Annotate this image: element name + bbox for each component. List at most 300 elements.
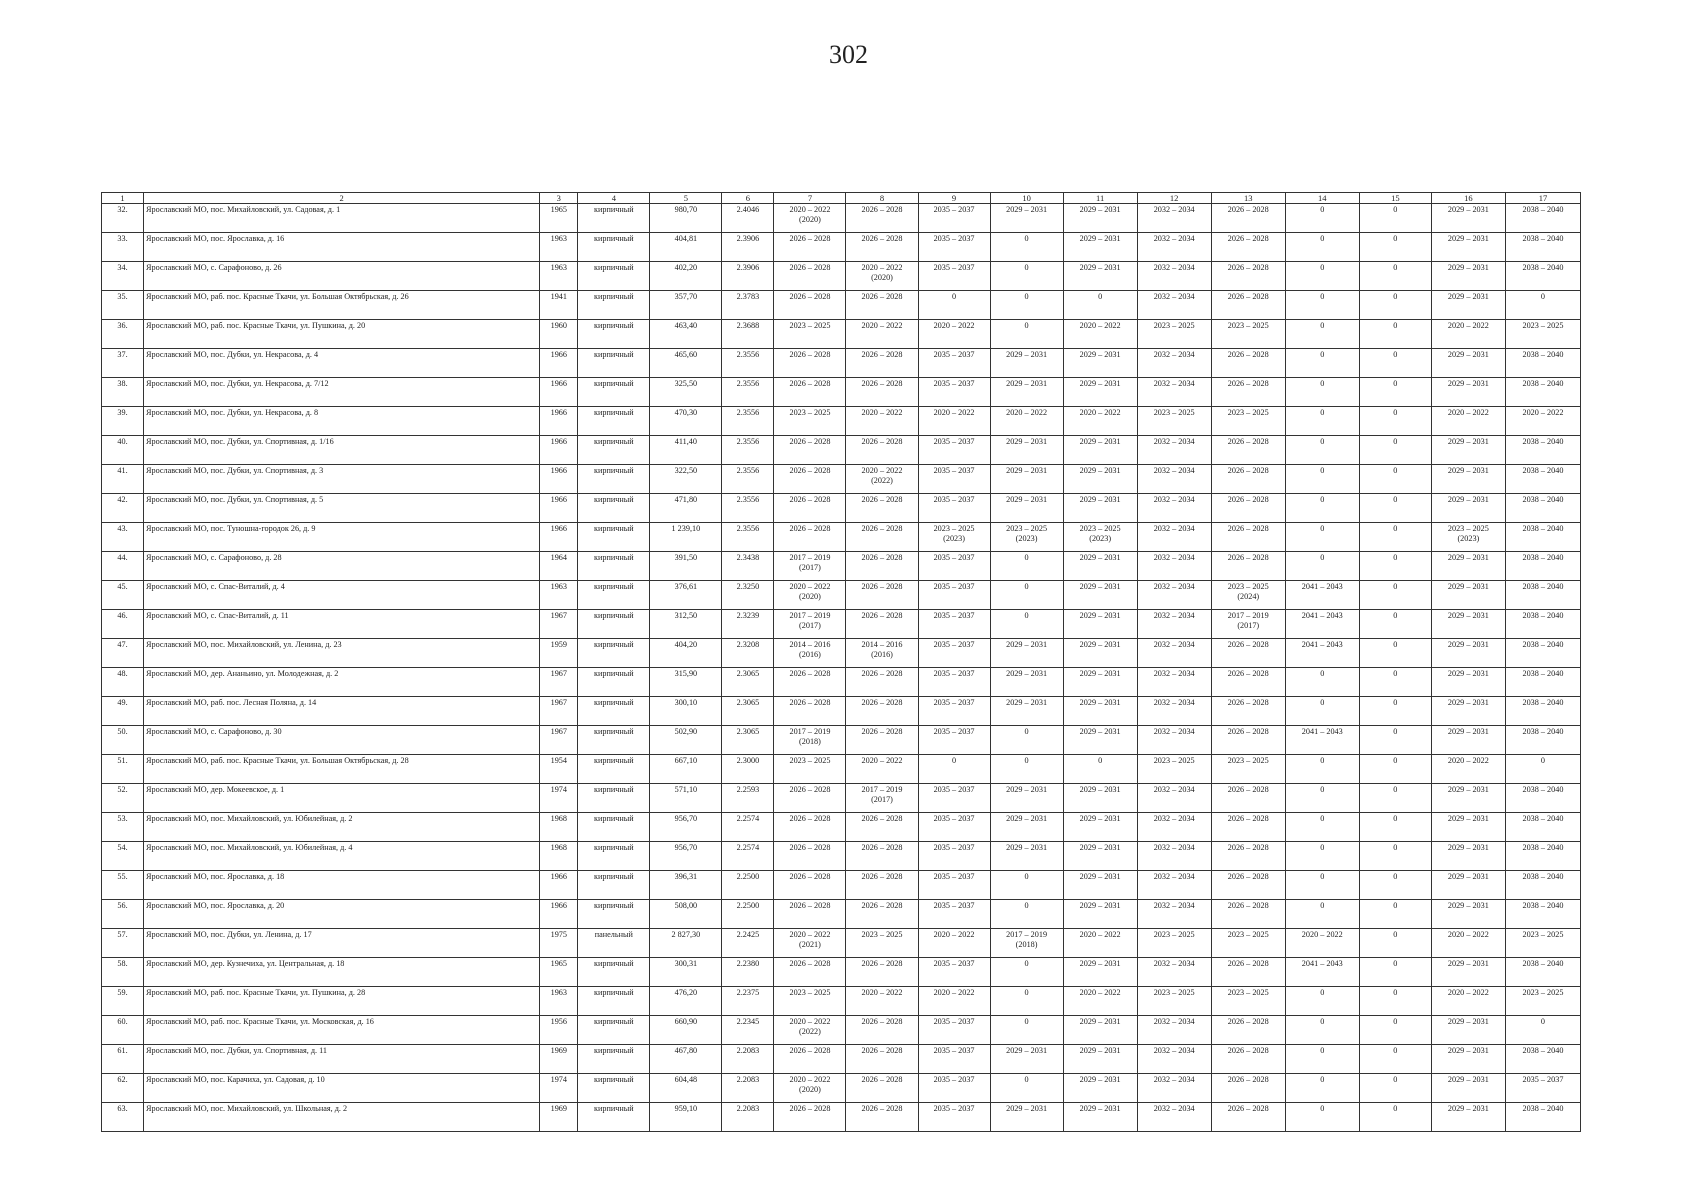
table-cell: 2029 – 2031 (1431, 204, 1505, 233)
table-cell: 1969 (540, 1045, 578, 1074)
table-cell: 0 (918, 755, 990, 784)
table-cell: 470,30 (650, 407, 722, 436)
table-cell: 1966 (540, 465, 578, 494)
table-cell: 0 (1359, 813, 1431, 842)
table-cell: 2032 – 2034 (1137, 900, 1211, 929)
table-cell: 1965 (540, 204, 578, 233)
table-cell: 980,70 (650, 204, 722, 233)
table-cell: 2029 – 2031 (1063, 784, 1137, 813)
table-cell: 2017 – 2019 (2017) (774, 610, 846, 639)
table-cell: 2029 – 2031 (1431, 1074, 1505, 1103)
table-cell: 2026 – 2028 (846, 813, 918, 842)
address-cell: Ярославский МО, дер. Кузнечиха, ул. Центральная, д. 18 (144, 958, 540, 987)
row-number-cell: 44. (102, 552, 144, 581)
table-cell: кирпичный (578, 871, 650, 900)
table-cell: 476,20 (650, 987, 722, 1016)
table-cell: 2038 – 2040 (1505, 726, 1580, 755)
table-cell: 0 (1505, 755, 1580, 784)
table-cell: 2026 – 2028 (1211, 436, 1285, 465)
table-cell: 2041 – 2043 (1285, 958, 1359, 987)
table-cell: 2.3688 (722, 320, 774, 349)
table-cell: 0 (1359, 639, 1431, 668)
table-cell: 956,70 (650, 842, 722, 871)
table-cell: 2020 – 2022 (1063, 929, 1137, 958)
table-row (102, 610, 1581, 639)
table-cell: 2032 – 2034 (1137, 871, 1211, 900)
table-cell: 2035 – 2037 (918, 1045, 990, 1074)
table-cell: 2020 – 2022 (846, 320, 918, 349)
table-cell: 2038 – 2040 (1505, 262, 1580, 291)
table-cell: 2020 – 2022 (2020) (774, 581, 846, 610)
table-cell: 0 (1285, 436, 1359, 465)
row-number-cell: 38. (102, 378, 144, 407)
column-header: 14 (1285, 193, 1359, 204)
table-cell: 2.2500 (722, 871, 774, 900)
table-cell: 2026 – 2028 (846, 378, 918, 407)
row-number-cell: 47. (102, 639, 144, 668)
table-cell: 2026 – 2028 (1211, 1103, 1285, 1132)
table-cell: 2029 – 2031 (1431, 581, 1505, 610)
table-cell: 2029 – 2031 (990, 436, 1063, 465)
table-cell: кирпичный (578, 958, 650, 987)
table-cell: 2014 – 2016 (2016) (774, 639, 846, 668)
address-cell: Ярославский МО, дер. Ананьино, ул. Молодежная, д. 2 (144, 668, 540, 697)
table-cell: 0 (1359, 378, 1431, 407)
table-cell: 2.3556 (722, 378, 774, 407)
table-cell: 0 (1359, 842, 1431, 871)
table-cell: 2020 – 2022 (2022) (846, 465, 918, 494)
table-cell: 0 (1359, 1016, 1431, 1045)
row-number-cell: 34. (102, 262, 144, 291)
table-cell: 2026 – 2028 (1211, 1074, 1285, 1103)
table-cell: кирпичный (578, 755, 650, 784)
table-cell: 2023 – 2025 (1137, 987, 1211, 1016)
table-cell: 1963 (540, 987, 578, 1016)
table-cell: 2029 – 2031 (1431, 726, 1505, 755)
row-number-cell: 53. (102, 813, 144, 842)
column-header: 17 (1505, 193, 1580, 204)
table-cell: 2026 – 2028 (1211, 639, 1285, 668)
table-cell: 2020 – 2022 (1063, 407, 1137, 436)
table-cell: 2023 – 2025 (774, 407, 846, 436)
table-cell: 2038 – 2040 (1505, 465, 1580, 494)
table-cell: 315,90 (650, 668, 722, 697)
table-row (102, 320, 1581, 349)
table-cell: 2032 – 2034 (1137, 494, 1211, 523)
table-cell: 2032 – 2034 (1137, 552, 1211, 581)
table-cell: 2023 – 2025 (1211, 987, 1285, 1016)
table-cell: 2026 – 2028 (846, 1045, 918, 1074)
table-cell: 2029 – 2031 (1431, 958, 1505, 987)
table-cell: 2026 – 2028 (1211, 1045, 1285, 1074)
table-cell: 0 (1359, 726, 1431, 755)
table-cell: 2029 – 2031 (1431, 494, 1505, 523)
address-cell: Ярославский МО, с. Спас-Виталий, д. 4 (144, 581, 540, 610)
table-row (102, 581, 1581, 610)
table-cell: кирпичный (578, 726, 650, 755)
table-cell: кирпичный (578, 697, 650, 726)
table-cell: 959,10 (650, 1103, 722, 1132)
table-cell: 2029 – 2031 (1431, 697, 1505, 726)
address-cell: Ярославский МО, с. Сарафоново, д. 30 (144, 726, 540, 755)
table-cell: 2026 – 2028 (774, 233, 846, 262)
table-cell: 2029 – 2031 (1063, 1016, 1137, 1045)
table-cell: 2020 – 2022 (1505, 407, 1580, 436)
table-row (102, 262, 1581, 291)
table-cell: 2023 – 2025 (846, 929, 918, 958)
table-cell: 2020 – 2022 (2021) (774, 929, 846, 958)
address-cell: Ярославский МО, пос. Дубки, ул. Некрасова, д. 8 (144, 407, 540, 436)
table-cell: 2029 – 2031 (1063, 958, 1137, 987)
table-row (102, 987, 1581, 1016)
table-cell: 0 (1359, 320, 1431, 349)
table-cell: 0 (1359, 349, 1431, 378)
table-cell: 2029 – 2031 (1431, 871, 1505, 900)
table-cell: панельный (578, 929, 650, 958)
table-row (102, 407, 1581, 436)
table-cell: кирпичный (578, 378, 650, 407)
table-cell: 0 (1359, 1074, 1431, 1103)
table-cell: 0 (1359, 900, 1431, 929)
table-cell: 2020 – 2022 (2022) (774, 1016, 846, 1045)
row-number-cell: 45. (102, 581, 144, 610)
table-cell: 2032 – 2034 (1137, 581, 1211, 610)
table-cell: 2.3065 (722, 697, 774, 726)
table-cell: 2.2083 (722, 1103, 774, 1132)
address-cell: Ярославский МО, пос. Ярославка, д. 18 (144, 871, 540, 900)
table-cell: 2020 – 2022 (1431, 755, 1505, 784)
table-cell: кирпичный (578, 639, 650, 668)
table-cell: 2035 – 2037 (918, 668, 990, 697)
table-cell: 2020 – 2022 (2020) (846, 262, 918, 291)
row-number-cell: 54. (102, 842, 144, 871)
table-cell: кирпичный (578, 552, 650, 581)
table-cell: кирпичный (578, 1103, 650, 1132)
table-cell: 0 (1359, 552, 1431, 581)
table-cell: 2023 – 2025 (1137, 320, 1211, 349)
table-cell: 376,61 (650, 581, 722, 610)
table-cell: 2026 – 2028 (774, 813, 846, 842)
table-cell: 2026 – 2028 (774, 291, 846, 320)
row-number-cell: 37. (102, 349, 144, 378)
table-cell: 2026 – 2028 (1211, 1016, 1285, 1045)
table-cell: 2035 – 2037 (918, 436, 990, 465)
column-header: 9 (918, 193, 990, 204)
table-cell: 0 (1285, 262, 1359, 291)
table-cell: 2029 – 2031 (1431, 842, 1505, 871)
table-cell: 2029 – 2031 (1063, 494, 1137, 523)
table-cell: 2029 – 2031 (1063, 668, 1137, 697)
table-cell: 0 (1359, 523, 1431, 552)
table-cell: 0 (1359, 784, 1431, 813)
table-cell: 2032 – 2034 (1137, 697, 1211, 726)
table-cell: 2026 – 2028 (774, 436, 846, 465)
table-cell: 0 (1359, 494, 1431, 523)
table-cell: 2038 – 2040 (1505, 233, 1580, 262)
table-cell: 2020 – 2022 (1063, 987, 1137, 1016)
table-cell: 2026 – 2028 (774, 842, 846, 871)
table-cell: 2029 – 2031 (990, 668, 1063, 697)
table-cell: 2029 – 2031 (1431, 1045, 1505, 1074)
table-cell: 2.4046 (722, 204, 774, 233)
table-cell: 2029 – 2031 (1431, 436, 1505, 465)
table-cell: 956,70 (650, 813, 722, 842)
table-cell: 1964 (540, 552, 578, 581)
table-cell: 1966 (540, 378, 578, 407)
table-cell: 411,40 (650, 436, 722, 465)
table-cell: 0 (1285, 291, 1359, 320)
table-cell: 2029 – 2031 (990, 697, 1063, 726)
table-cell: 396,31 (650, 871, 722, 900)
table-cell: 2020 – 2022 (918, 987, 990, 1016)
table-cell: 2029 – 2031 (1063, 349, 1137, 378)
address-cell: Ярославский МО, раб. пос. Красные Ткачи, ул. Пушкина, д. 20 (144, 320, 540, 349)
table-row (102, 349, 1581, 378)
table-cell: 2.2083 (722, 1074, 774, 1103)
table-cell: 2026 – 2028 (774, 494, 846, 523)
table-cell: 2029 – 2031 (1063, 436, 1137, 465)
table-cell: 1975 (540, 929, 578, 958)
table-cell: 2.2425 (722, 929, 774, 958)
table-cell: 2032 – 2034 (1137, 668, 1211, 697)
table-cell: 0 (1359, 668, 1431, 697)
table-cell: 2032 – 2034 (1137, 349, 1211, 378)
table-cell: 2026 – 2028 (774, 378, 846, 407)
table-cell: 2029 – 2031 (1063, 871, 1137, 900)
table-cell: 0 (1285, 697, 1359, 726)
table-cell: 2029 – 2031 (1431, 900, 1505, 929)
table-cell: 1954 (540, 755, 578, 784)
table-cell: 2029 – 2031 (1431, 813, 1505, 842)
table-row (102, 465, 1581, 494)
table-cell: 0 (1359, 958, 1431, 987)
table-cell: 2032 – 2034 (1137, 958, 1211, 987)
table-row (102, 697, 1581, 726)
table-cell: 2029 – 2031 (1063, 639, 1137, 668)
table-cell: 2029 – 2031 (990, 378, 1063, 407)
table-cell: 2026 – 2028 (1211, 784, 1285, 813)
table-cell: 0 (990, 958, 1063, 987)
address-cell: Ярославский МО, пос. Дубки, ул. Ленина, д. 17 (144, 929, 540, 958)
table-cell: 2020 – 2022 (2020) (774, 204, 846, 233)
table-row (102, 813, 1581, 842)
table-cell: 2026 – 2028 (1211, 668, 1285, 697)
table-cell: 2032 – 2034 (1137, 436, 1211, 465)
table-cell: 2026 – 2028 (846, 1103, 918, 1132)
table-cell: 2029 – 2031 (1431, 291, 1505, 320)
table-body (102, 204, 1581, 1132)
table-cell: 2026 – 2028 (774, 900, 846, 929)
table-cell: 2026 – 2028 (846, 726, 918, 755)
table-cell: 2038 – 2040 (1505, 668, 1580, 697)
table-cell: 0 (1285, 204, 1359, 233)
table-cell: 2035 – 2037 (918, 494, 990, 523)
table-cell: 2029 – 2031 (1431, 349, 1505, 378)
table-cell: кирпичный (578, 407, 650, 436)
table-cell: 2029 – 2031 (1063, 1103, 1137, 1132)
table-cell: 2026 – 2028 (1211, 552, 1285, 581)
table-cell: 0 (1285, 842, 1359, 871)
table-row (102, 871, 1581, 900)
table-cell: 2029 – 2031 (990, 842, 1063, 871)
table-cell: 1966 (540, 436, 578, 465)
table-cell: 2026 – 2028 (846, 1016, 918, 1045)
table-cell: 2026 – 2028 (774, 465, 846, 494)
table-header (102, 193, 1581, 204)
table-cell: кирпичный (578, 523, 650, 552)
table-cell: 2035 – 2037 (918, 1103, 990, 1132)
table-cell: 0 (1359, 436, 1431, 465)
table-cell: 2020 – 2022 (918, 929, 990, 958)
table-cell: 2035 – 2037 (918, 871, 990, 900)
table-cell: 1963 (540, 233, 578, 262)
table-cell: 2023 – 2025 (1137, 407, 1211, 436)
table-cell: кирпичный (578, 465, 650, 494)
table-cell: 0 (990, 581, 1063, 610)
table-row (102, 755, 1581, 784)
table-row (102, 1045, 1581, 1074)
table-cell: 2029 – 2031 (1063, 233, 1137, 262)
table-cell: 2029 – 2031 (1431, 262, 1505, 291)
table-cell: 0 (1285, 871, 1359, 900)
table-cell: 2026 – 2028 (846, 697, 918, 726)
column-header: 7 (774, 193, 846, 204)
table-cell: 2035 – 2037 (1505, 1074, 1580, 1103)
table-cell: 1965 (540, 958, 578, 987)
table-cell: 2029 – 2031 (1063, 726, 1137, 755)
table-cell: 2041 – 2043 (1285, 610, 1359, 639)
row-number-cell: 35. (102, 291, 144, 320)
table-cell: кирпичный (578, 494, 650, 523)
address-cell: Ярославский МО, пос. Ярославка, д. 20 (144, 900, 540, 929)
table-cell: 2032 – 2034 (1137, 1016, 1211, 1045)
table-cell: 2017 – 2019 (2017) (1211, 610, 1285, 639)
table-cell: 2032 – 2034 (1137, 262, 1211, 291)
table-cell: 2020 – 2022 (1431, 407, 1505, 436)
housing-table-container (101, 192, 1581, 1132)
table-cell: 1968 (540, 842, 578, 871)
table-cell: 2041 – 2043 (1285, 726, 1359, 755)
table-cell: 0 (1359, 407, 1431, 436)
table-cell: 0 (1359, 465, 1431, 494)
address-cell: Ярославский МО, раб. пос. Красные Ткачи, ул. Большая Октябрьская, д. 28 (144, 755, 540, 784)
table-cell: 2023 – 2025 (1505, 987, 1580, 1016)
address-cell: Ярославский МО, пос. Михайловский, ул. Юбилейная, д. 2 (144, 813, 540, 842)
table-cell: 2017 – 2019 (2017) (846, 784, 918, 813)
table-cell: 1968 (540, 813, 578, 842)
table-cell: 2029 – 2031 (1431, 378, 1505, 407)
row-number-cell: 32. (102, 204, 144, 233)
table-cell: 2026 – 2028 (846, 581, 918, 610)
table-cell: 0 (1285, 233, 1359, 262)
table-cell: 0 (1285, 813, 1359, 842)
table-cell: 1966 (540, 871, 578, 900)
row-number-cell: 33. (102, 233, 144, 262)
table-cell: 2026 – 2028 (1211, 233, 1285, 262)
table-cell: 604,48 (650, 1074, 722, 1103)
table-cell: 471,80 (650, 494, 722, 523)
table-cell: 2023 – 2025 (774, 320, 846, 349)
table-cell: 2029 – 2031 (1063, 610, 1137, 639)
table-cell: 2029 – 2031 (1063, 697, 1137, 726)
header-row (102, 193, 1581, 204)
address-cell: Ярославский МО, пос. Карачиха, ул. Садовая, д. 10 (144, 1074, 540, 1103)
row-number-cell: 56. (102, 900, 144, 929)
table-cell: 0 (1285, 668, 1359, 697)
table-cell: 2026 – 2028 (846, 871, 918, 900)
table-cell: 2032 – 2034 (1137, 523, 1211, 552)
table-cell: 1966 (540, 349, 578, 378)
table-cell: 2032 – 2034 (1137, 639, 1211, 668)
table-cell: 2035 – 2037 (918, 233, 990, 262)
table-cell: 2020 – 2022 (1431, 929, 1505, 958)
table-cell: 2.3556 (722, 523, 774, 552)
table-cell: 2032 – 2034 (1137, 1045, 1211, 1074)
table-cell: кирпичный (578, 813, 650, 842)
table-row (102, 291, 1581, 320)
table-cell: 0 (990, 987, 1063, 1016)
table-cell: 0 (990, 871, 1063, 900)
table-cell: 2035 – 2037 (918, 900, 990, 929)
table-cell: 2020 – 2022 (1431, 987, 1505, 1016)
table-cell: 2029 – 2031 (1431, 784, 1505, 813)
row-number-cell: 61. (102, 1045, 144, 1074)
table-cell: 2029 – 2031 (1431, 552, 1505, 581)
column-header: 12 (1137, 193, 1211, 204)
table-cell: 2.3556 (722, 494, 774, 523)
table-cell: 2026 – 2028 (774, 262, 846, 291)
table-cell: 0 (1505, 291, 1580, 320)
column-header: 10 (990, 193, 1063, 204)
table-cell: 2038 – 2040 (1505, 639, 1580, 668)
table-cell: 1966 (540, 900, 578, 929)
table-cell: 2029 – 2031 (1431, 610, 1505, 639)
table-cell: 2.3065 (722, 668, 774, 697)
table-cell: 300,10 (650, 697, 722, 726)
column-header: 6 (722, 193, 774, 204)
table-cell: кирпичный (578, 784, 650, 813)
table-cell: 2.3556 (722, 465, 774, 494)
address-cell: Ярославский МО, с. Сарафоново, д. 26 (144, 262, 540, 291)
table-cell: 2041 – 2043 (1285, 581, 1359, 610)
table-cell: 2029 – 2031 (1063, 842, 1137, 871)
table-cell: 2017 – 2019 (2018) (990, 929, 1063, 958)
table-cell: 0 (1285, 987, 1359, 1016)
table-cell: кирпичный (578, 233, 650, 262)
table-cell: 2038 – 2040 (1505, 697, 1580, 726)
row-number-cell: 63. (102, 1103, 144, 1132)
table-cell: 2038 – 2040 (1505, 784, 1580, 813)
row-number-cell: 42. (102, 494, 144, 523)
table-cell: 2029 – 2031 (990, 813, 1063, 842)
column-header: 13 (1211, 193, 1285, 204)
table-cell: 2023 – 2025 (2023) (1063, 523, 1137, 552)
table-cell: 2038 – 2040 (1505, 842, 1580, 871)
table-cell: 2032 – 2034 (1137, 726, 1211, 755)
table-cell: 2029 – 2031 (1063, 204, 1137, 233)
table-cell: 0 (990, 726, 1063, 755)
table-cell: 2035 – 2037 (918, 262, 990, 291)
table-cell: 2032 – 2034 (1137, 813, 1211, 842)
table-cell: 402,20 (650, 262, 722, 291)
table-cell: 467,80 (650, 1045, 722, 1074)
table-cell: кирпичный (578, 204, 650, 233)
table-cell: 2038 – 2040 (1505, 436, 1580, 465)
table-cell: 2029 – 2031 (1063, 900, 1137, 929)
table-cell: 0 (990, 755, 1063, 784)
table-cell: 2032 – 2034 (1137, 465, 1211, 494)
row-number-cell: 49. (102, 697, 144, 726)
